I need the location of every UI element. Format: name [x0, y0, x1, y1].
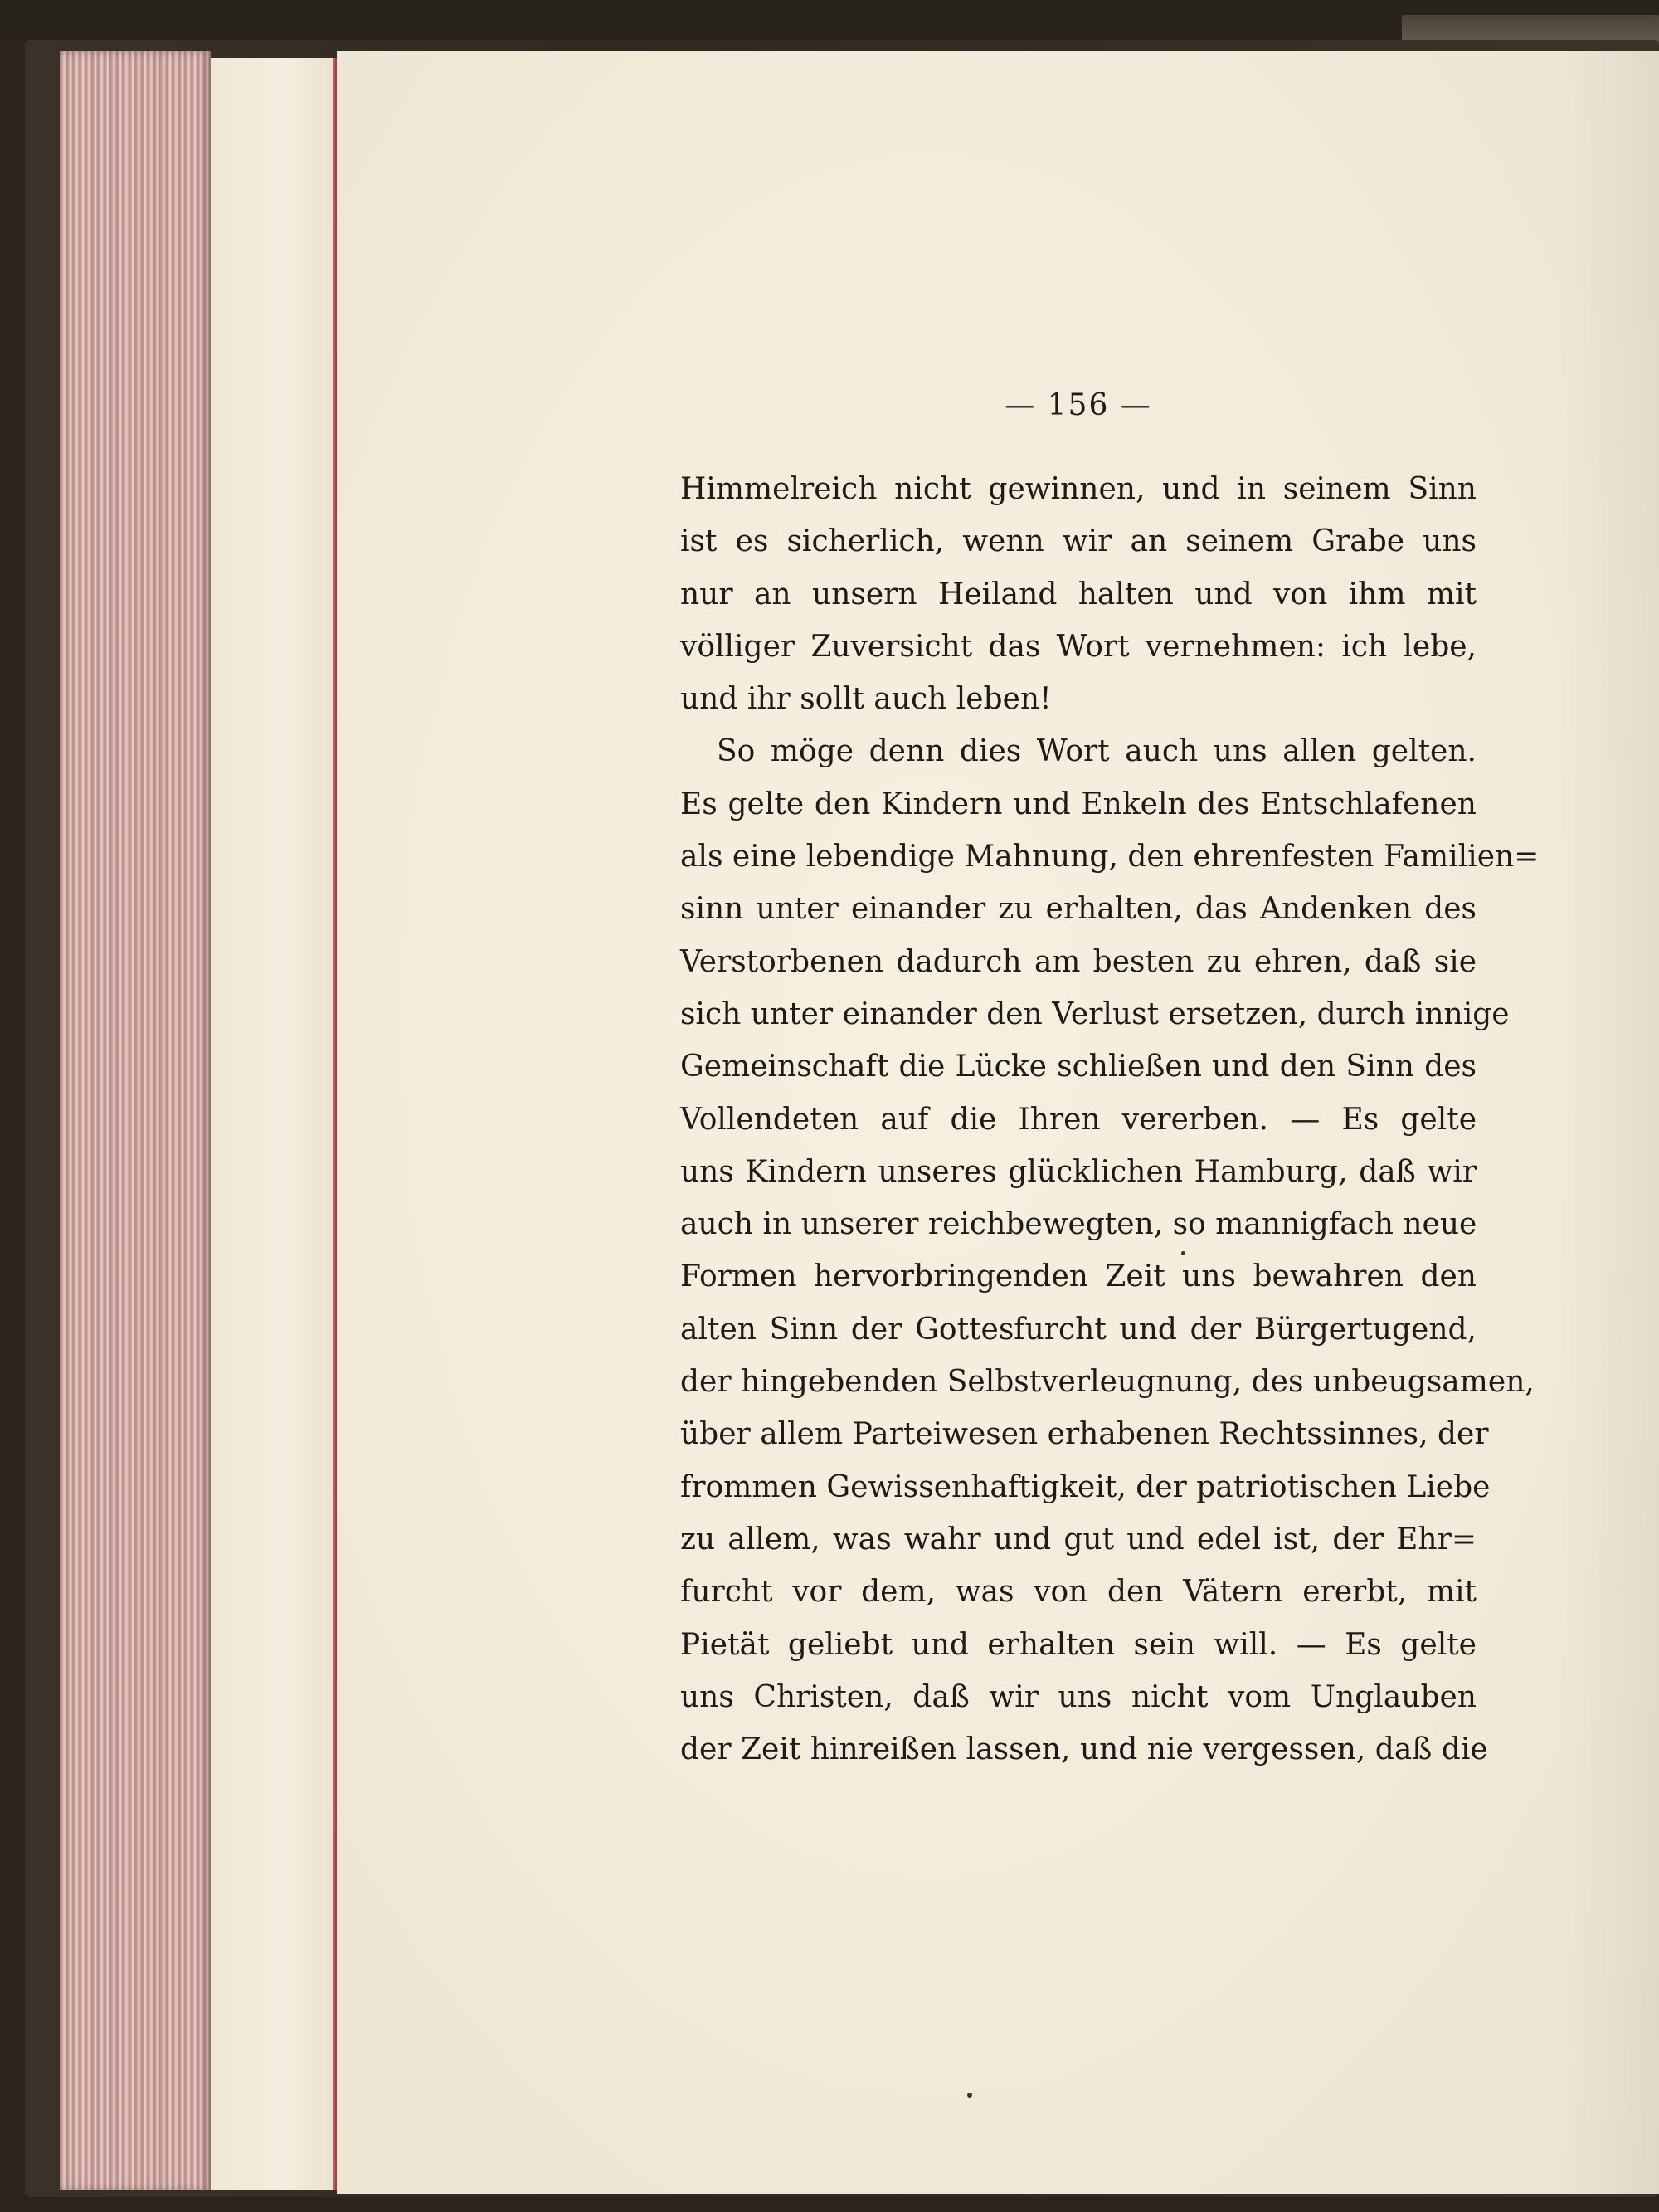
text-line: und ihr sollt auch leben! — [680, 682, 1052, 717]
text-line: über allem Parteiwesen erhabenen Rechtssinnes, der — [680, 1417, 1489, 1452]
page-edges — [60, 51, 211, 2190]
text-line: völliger Zuversicht das Wort vernehmen: ich lebe, — [680, 629, 1477, 664]
text-line: nur an unsern Heiland halten und von ihm mit — [680, 577, 1477, 611]
text-line: Formen hervorbringenden Zeit uns bewahren den — [680, 1259, 1477, 1294]
text-line: alten Sinn der Gottesfurcht und der Bürgertugend, — [680, 1312, 1477, 1347]
page-curl-shadow — [1559, 51, 1659, 2194]
text-line: auch in unserer reichbewegten, so mannigfach neue — [680, 1207, 1477, 1242]
text-line: Es gelte den Kindern und Enkeln des Entschlafenen — [680, 787, 1477, 821]
text-line: uns Kindern unseres glücklichen Hamburg, daß wir — [680, 1154, 1477, 1189]
gutter-red-rule — [333, 58, 337, 2190]
text-line: sinn unter einander zu erhalten, das Andenken des — [680, 892, 1477, 927]
text-line: frommen Gewissenhaftigkeit, der patriotischen Liebe — [680, 1469, 1491, 1504]
text-line: der hingebenden Selbstverleugnung, des unbeugsamen, — [680, 1365, 1535, 1400]
text-line: uns Christen, daß wir uns nicht vom Unglauben — [680, 1679, 1477, 1714]
text-line: Himmelreich nicht gewinnen, und in seinem Sinn — [680, 472, 1477, 506]
text-line: Pietät geliebt und erhalten sein will. — Es gelte — [680, 1627, 1477, 1662]
text-line: Vollendeten auf die Ihren vererben. — Es gelte — [680, 1102, 1477, 1137]
body-text — [680, 463, 1540, 1776]
text-line: zu allem, was wahr und gut und edel ist, der Ehr= — [680, 1522, 1477, 1557]
text-line: als eine lebendige Mahnung, den ehrenfesten Familien= — [680, 840, 1540, 875]
ink-speck — [967, 2093, 972, 2098]
page-number: — 156 — — [1005, 388, 1152, 422]
text-line: der Zeit hinreißen lassen, und nie vergessen, daß die — [680, 1732, 1488, 1767]
text-line: Verstorbenen dadurch am besten zu ehren, daß sie — [680, 944, 1477, 979]
text-line: ist es sicherlich, wenn wir an seinem Grabe uns — [680, 524, 1477, 559]
left-page-strip — [211, 58, 335, 2190]
text-line: furcht vor dem, was von den Vätern ererbt, mit — [680, 1575, 1477, 1610]
text-line: sich unter einander den Verlust ersetzen, durch innige — [680, 996, 1510, 1031]
text-line: So möge denn dies Wort auch uns allen gelten. — [717, 734, 1477, 769]
text-line: Gemeinschaft die Lücke schließen und den Sinn des — [680, 1050, 1477, 1084]
